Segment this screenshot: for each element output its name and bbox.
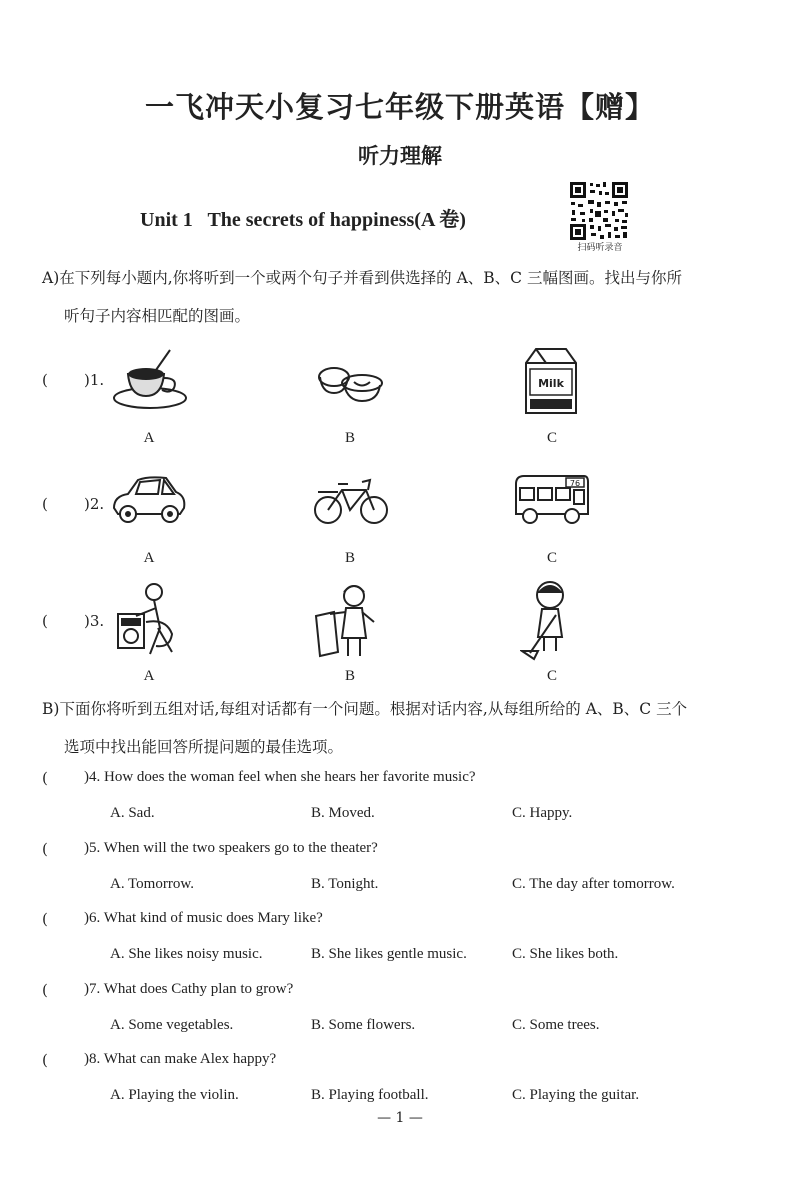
option-7a[interactable]: A. Some vegetables. xyxy=(110,1017,234,1033)
option-label-2a[interactable]: A xyxy=(143,550,155,566)
milk-label: Milk xyxy=(538,377,564,390)
option-label-1b[interactable]: B xyxy=(344,430,355,446)
option-label-1a[interactable]: A xyxy=(143,430,155,446)
answer-paren-5[interactable]: ( xyxy=(42,840,48,858)
teapot-dish-icon[interactable] xyxy=(312,355,387,410)
option-8c[interactable]: C. Playing the guitar. xyxy=(512,1087,640,1103)
section-a-instruction-line2: 听句子内容相匹配的图画。 xyxy=(64,307,251,325)
option-8a[interactable]: A. Playing the violin. xyxy=(110,1087,239,1103)
answer-paren-1[interactable]: ( xyxy=(42,371,48,389)
question-number-3: )3. xyxy=(84,612,105,630)
page-number: — 1 — xyxy=(377,1110,423,1126)
qr-code-icon[interactable] xyxy=(568,180,630,242)
option-5a[interactable]: A. Tomorrow. xyxy=(110,876,194,892)
option-5c[interactable]: C. The day after tomorrow. xyxy=(512,876,675,892)
question-5: )5. When will the two speakers go to the theater? xyxy=(84,840,378,856)
option-label-3c[interactable]: C xyxy=(546,668,557,684)
answer-paren-8[interactable]: ( xyxy=(42,1051,48,1069)
option-label-2c[interactable]: C xyxy=(546,550,557,566)
option-label-3b[interactable]: B xyxy=(344,668,355,684)
coffee-cup-icon[interactable] xyxy=(110,348,190,413)
option-4c[interactable]: C. Happy. xyxy=(512,805,573,821)
option-5b[interactable]: B. Tonight. xyxy=(311,876,379,892)
option-4b[interactable]: B. Moved. xyxy=(311,805,375,821)
option-6c[interactable]: C. She likes both. xyxy=(512,946,619,962)
option-6b[interactable]: B. She likes gentle music. xyxy=(311,946,467,962)
question-6: )6. What kind of music does Mary like? xyxy=(84,910,323,926)
section-a-instruction-line1: A)在下列每小题内,你将听到一个或两个句子并看到供选择的 A、B、C 三幅图画。找出与你所 xyxy=(42,269,682,287)
answer-paren-7[interactable]: ( xyxy=(42,981,48,999)
unit-label: Unit 1 xyxy=(140,209,193,231)
option-7b[interactable]: B. Some flowers. xyxy=(311,1017,416,1033)
option-8b[interactable]: B. Playing football. xyxy=(311,1087,429,1103)
person-washing-icon[interactable] xyxy=(110,578,185,663)
option-6a[interactable]: A. She likes noisy music. xyxy=(110,946,263,962)
bicycle-icon[interactable] xyxy=(312,470,390,528)
option-4a[interactable]: A. Sad. xyxy=(110,805,155,821)
option-label-2b[interactable]: B xyxy=(344,550,355,566)
question-4: )4. How does the woman feel when she hears her favorite music? xyxy=(84,769,476,785)
page-title: 一飞冲天小复习七年级下册英语【赠】 xyxy=(144,90,655,124)
girl-sweeping-icon[interactable] xyxy=(520,575,575,663)
person-cleaning-icon[interactable] xyxy=(312,578,387,663)
option-label-3a[interactable]: A xyxy=(143,668,155,684)
unit-title: The secrets of happiness(A 卷) xyxy=(207,209,466,231)
answer-paren-2[interactable]: ( xyxy=(42,495,48,513)
qr-caption: 扫码听录音 xyxy=(577,243,623,253)
question-8: )8. What can make Alex happy? xyxy=(84,1051,277,1067)
option-7c[interactable]: C. Some trees. xyxy=(512,1017,600,1033)
section-b-instruction-line2: 选项中找出能回答所提问题的最佳选项。 xyxy=(64,738,344,756)
answer-paren-6[interactable]: ( xyxy=(42,910,48,928)
question-number-1: )1. xyxy=(84,371,105,389)
milk-carton-icon[interactable] xyxy=(520,345,582,417)
option-label-1c[interactable]: C xyxy=(546,430,557,446)
answer-paren-4[interactable]: ( xyxy=(42,769,48,787)
bus-icon[interactable] xyxy=(512,468,592,528)
answer-paren-3[interactable]: ( xyxy=(42,612,48,630)
car-icon[interactable] xyxy=(108,470,190,530)
question-number-2: )2. xyxy=(84,495,105,513)
bus-route-number: 76 xyxy=(569,479,581,488)
question-7: )7. What does Cathy plan to grow? xyxy=(84,981,294,997)
section-subtitle: 听力理解 xyxy=(358,143,442,168)
section-b-instruction-line1: B)下面你将听到五组对话,每组对话都有一个问题。根据对话内容,从每组所给的 A、B、C 三个 xyxy=(42,700,688,718)
unit-heading xyxy=(140,203,466,232)
